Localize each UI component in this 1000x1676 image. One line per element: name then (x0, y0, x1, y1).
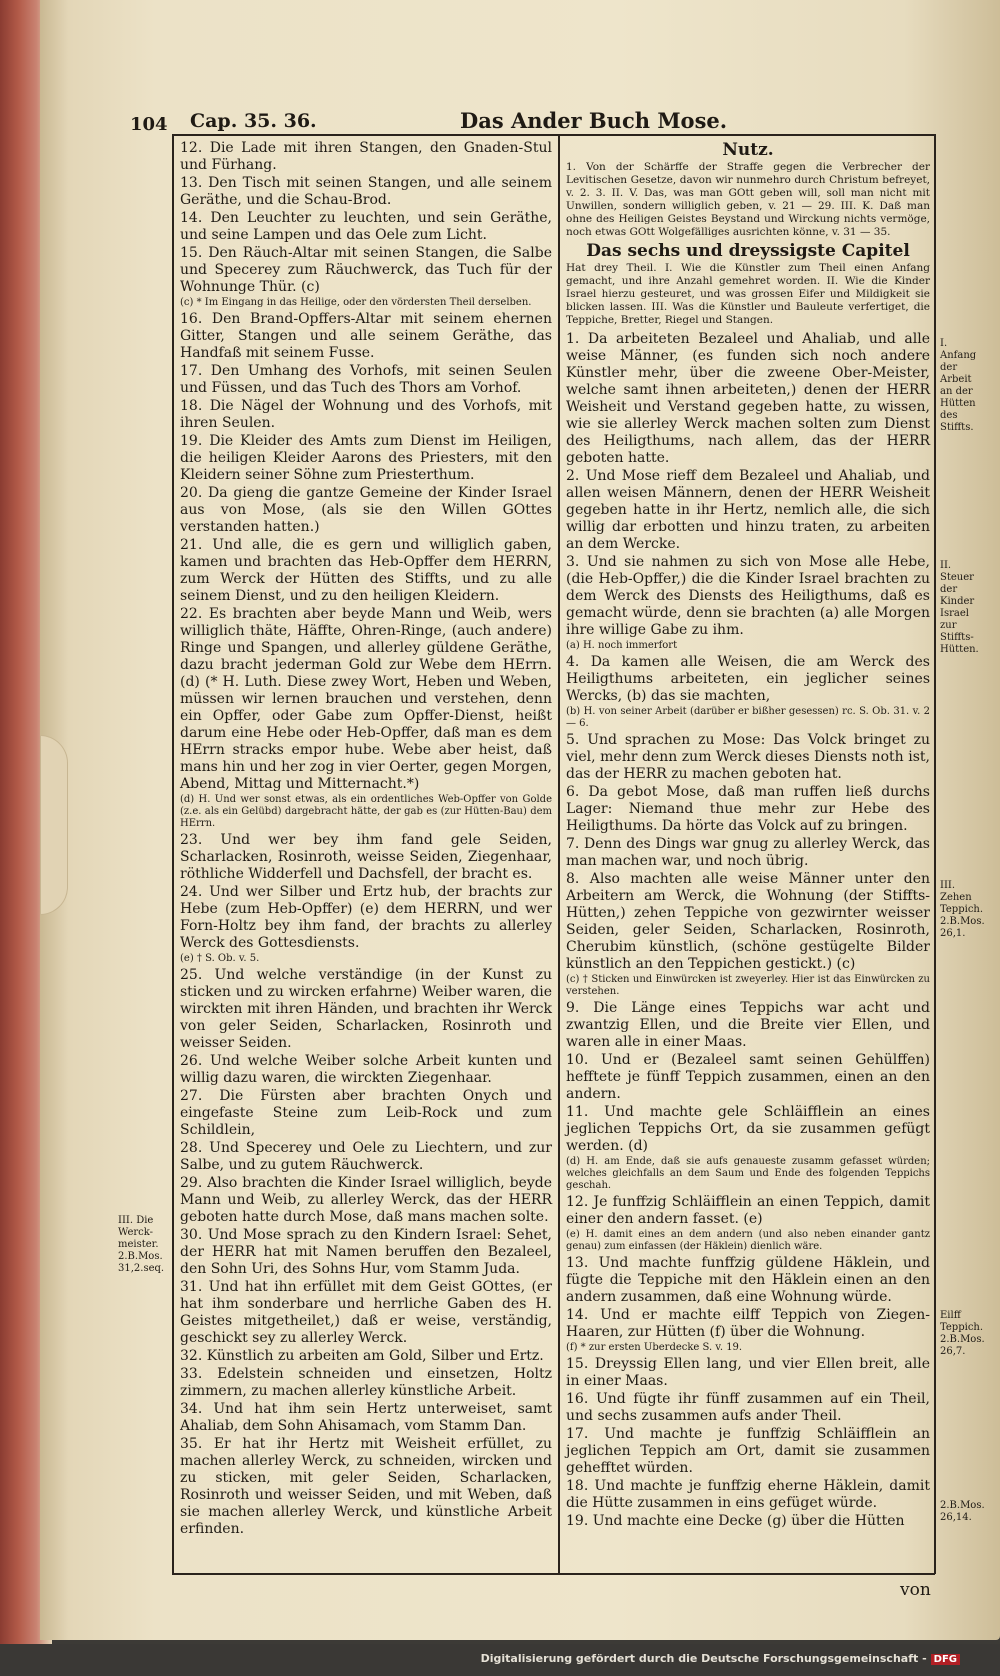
verse: 25. Und welche verständige (in der Kunst zu sticken und zu wircken erfahrne) Weiber waren, die wirckten mit ihren Händen, und brachten ihr Werck von geler Seiden, Scharlacken, Rosinroth und weisser Seiden. (180, 967, 552, 1051)
verse: 20. Da gieng die gantze Gemeine der Kinder Israel aus von Mose, (als sie den Willen GOttes verstanden hatten.) (180, 485, 552, 535)
verse: 14. Und er machte eilff Teppich von Ziegen-Haaren, zur Hütten (f) über die Wohnung. (566, 1307, 930, 1340)
verse: 33. Edelstein schneiden und einsetzen, Holtz zimmern, zu machen allerley künstliche Arbeit. (180, 1366, 552, 1399)
verse: 5. Und sprachen zu Mose: Das Volck bringet zu viel, mehr denn zum Werck dieses Diensts noth ist, das der HERR zu machen geboten hat. (566, 732, 930, 782)
footnote: (f) * zur ersten Uberdecke S. v. 19. (566, 1342, 743, 1353)
dfg-badge: DFG (931, 1654, 960, 1665)
footer-credit-text: Digitalisierung gefördert durch die Deutsche Forschungsgemeinschaft - (480, 1652, 927, 1665)
right-column (566, 140, 930, 1531)
margin-note-5: 2.B.Mos. 26,14. (940, 1500, 985, 1523)
verse: 16. Den Brand-Opffers-Altar mit seinem ehernen Gitter, Stangen und alle seinem Geräthe, das Handfaß mit seinem Fusse. (180, 311, 552, 361)
verse: 24. Und wer Silber und Ertz hub, der brachts zur Hebe (zum Heb-Opffer) (e) dem HERRN, und wer Forn-Holtz bey ihm fand, der brachts zu allerley Werck des Gottesdiensts. (180, 884, 552, 951)
left-column (180, 140, 552, 1539)
margin-note-3: III. Zehen Teppich. 2.B.Mos. 26,1. (940, 880, 985, 939)
footnote: (a) H. noch immerfort (566, 640, 678, 651)
verse: 7. Denn des Dings war gnug zu allerley Werck, das man machen war, und noch übrig. (566, 836, 930, 869)
running-title: Das Ander Buch Mose. (460, 108, 728, 133)
page-number: 104 (130, 114, 168, 135)
rule-top (172, 134, 935, 136)
rule-left (172, 134, 174, 1574)
nutz-heading: Nutz. (722, 140, 774, 160)
margin-note-left: III. Die Werck-meister. 2.B.Mos. 31,2.seq. (118, 1215, 165, 1274)
chapter-reference: Cap. 35. 36. (190, 110, 317, 132)
chapter-summary: Hat drey Theil. I. Wie die Künstler zum Theil einen Anfang gemacht, und ihre Anzahl gemehret worden. II. Wie die Kinder Israel hierzu gesteuret, und was grossen Eifer und Mildigkeit sie blicken lassen. III. Was die Künstler und Bauleute verfertiget, die Teppiche, Bretter, Riegel und Stangen. (566, 262, 930, 326)
verse: 35. Er hat ihr Hertz mit Weisheit erfüllet, zu machen allerley Werck, zu schneiden, wircken und zu sticken, mit geler Seiden, Scharlacken, Rosinroth und weisser Seiden, und mit Weben, daß sie machen allerley Werck, und künstliche Arbeit erfinden. (180, 1436, 552, 1537)
verse: 3. Und sie nahmen zu sich von Mose alle Hebe, (die Heb-Opffer,) die die Kinder Israel brachten zu dem Werck des Diensts des Heiligthums, daß es gemacht würde, denn sie brachten (a) alle Morgen ihre willige Gabe zu ihm. (566, 554, 930, 638)
verse: 14. Den Leuchter zu leuchten, und sein Geräthe, und seine Lampen und das Oele zum Licht. (180, 210, 552, 243)
footnote: (e) † S. Ob. v. 5. (180, 953, 260, 964)
verse: 13. Und machte funffzig güldene Häklein, und fügte die Teppiche mit den Häklein einen an den andern zusammen, daß eine Wohnung würde. (566, 1255, 930, 1305)
margin-note-2: II. Steuer der Kinder Israel zur Stiffts-Hütten. (940, 560, 979, 655)
verse: 9. Die Länge eines Teppichs war acht und zwantzig Ellen, und die Breite vier Ellen, und waren alle in einer Maas. (566, 1000, 930, 1050)
verse: 32. Künstlich zu arbeiten am Gold, Silber und Ertz. (180, 1348, 544, 1364)
verse: 12. Je funffzig Schläifflein an einen Teppich, damit einer den andern fasset. (e) (566, 1194, 930, 1227)
rule-middle (558, 134, 560, 1574)
page-tab (40, 735, 68, 915)
verse: 10. Und er (Bezaleel samt seinen Gehülffen) hefftete je fünff Teppich zusammen, einen an den andern. (566, 1052, 930, 1102)
verse: 6. Da gebot Mose, daß man ruffen ließ durchs Lager: Niemand thue mehr zur Hebe des Heiligthums. Da hörte das Volck auf zu bringen. (566, 784, 930, 834)
verse: 11. Und machte gele Schläifflein an eines jeglichen Teppichs Ort, da sie zusammen gefügt werden. (d) (566, 1104, 930, 1154)
verse: 31. Und hat ihn erfüllet mit dem Geist GOttes, (er hat ihm sonderbare und herrliche Gaben des H. Geistes mitgetheilet,) daß er weise, verständig, geschickt sey zu allerley Werck. (180, 1279, 552, 1346)
verse: 22. Es brachten aber beyde Mann und Weib, wers williglich thäte, Häffte, Ohren-Ringe, (auch andere) Ringe und Spangen, und allerley güldene Geräthe, dazu bracht jederman Gold zur Webe dem HErrn. (d) (* H. Luth. Diese zwey Wort, Heben und Weben, müssen wir lernen brauchen und verstehen, denn ein Opffer, oder Gabe zum Opffer-Dienst, heißt darum eine Hebe oder Heb-Opffer, daß man es dem HErrn stracks empor hube. Webe aber heist, daß mans hin und her zog in vier Oerter, gegen Morgen, Abend, Mittag und Mitternacht.*) (180, 606, 552, 792)
catchword: von (900, 1580, 931, 1600)
verse: 19. Die Kleider des Amts zum Dienst im Heiligen, die heiligen Kleider Aarons des Priesters, mit den Kleidern seiner Söhne zum Priesterthum. (180, 433, 552, 483)
rule-bottom (172, 1573, 935, 1575)
verse: 30. Und Mose sprach zu den Kindern Israel: Sehet, der HERR hat mit Namen beruffen den Bezaleel, den Sohn Uri, des Sohns Hur, vom Stamm Juda. (180, 1227, 552, 1277)
verse: 26. Und welche Weiber solche Arbeit kunten und willig dazu waren, die wirckten Ziegenhaar. (180, 1053, 552, 1086)
verse: 21. Und alle, die es gern und williglich gaben, kamen und brachten das Heb-Opffer dem HERRN, zum Werck der Hütten des Stiffts, und zu alle seinem Dienst, und zu den heiligen Kleidern. (180, 537, 552, 604)
verse: 17. Und machte je funffzig Schläifflein an jeglichen Teppich am Ort, damit sie zusammen gehefftet würden. (566, 1426, 930, 1476)
verse: 13. Den Tisch mit seinen Stangen, und alle seinem Geräthe, und die Schau-Brod. (180, 175, 552, 208)
verse: 23. Und wer bey ihm fand gele Seiden, Scharlacken, Rosinroth, weisse Seiden, Ziegenhaar, röthliche Widderfell und Dachsfell, der bracht es. (180, 832, 552, 882)
footnote: (d) H. am Ende, daß sie aufs genaueste zusamm gefasset würden; welches gleichfalls an dem Saum und Ende des folgenden Teppichs geschah. (566, 1156, 930, 1191)
verse: 15. Dreyssig Ellen lang, und vier Ellen breit, alle in einer Maas. (566, 1356, 930, 1389)
verse: 28. Und Specerey und Oele zu Liechtern, und zur Salbe, und zu gutem Räuchwerck. (180, 1140, 552, 1173)
verse: 29. Also brachten die Kinder Israel williglich, beyde Mann und Weib, zu allerley Werck, das der HERR geboten hatte durch Mose, daß mans machen solte. (180, 1175, 552, 1225)
verse: 18. Und machte je funffzig eherne Häklein, damit die Hütte zusammen in eins gefüget würde. (566, 1478, 930, 1511)
verse: 15. Den Räuch-Altar mit seinen Stangen, die Salbe und Specerey zum Räuchwerck, das Tuch für der Wohnunge Thür. (c) (180, 245, 552, 295)
footnote: (e) H. damit eines an dem andern (und also neben einander gantz genau) zum einfassen (der Häklein) dienlich wäre. (566, 1229, 930, 1252)
verse: 8. Also machten alle weise Männer unter den Arbeitern am Werck, die Wohnung (der Stiffts-Hütten,) zehen Teppiche von gezwirnter weisser Seiden, geler Seiden, Scharlacken, Rosinroth, Cherubim künstlich, (schöne gestügelte Bilder künstlich an den Teppichen gestickt.) (c) (566, 871, 930, 972)
rule-right (934, 134, 936, 1574)
verse: 19. Und machte eine Decke (g) über die Hütten (566, 1513, 905, 1529)
margin-note-1: I. Anfang der Arbeit an der Hütten des Stiffts. (940, 338, 977, 433)
verse: 2. Und Mose rieff dem Bezaleel und Ahaliab, und allen weisen Männern, denen der HERR Weisheit gegeben hatte in ihr Hertz, nemlich alle, die sich willig dar erbotten und hinzu traten, zu arbeiten an dem Wercke. (566, 468, 930, 552)
right-verses (566, 331, 930, 1530)
chapter-heading: Das sechs und dreyssigste Capitel (586, 241, 910, 261)
footnote: (c) * Im Eingang in das Heilige, oder den vördersten Theil derselben. (180, 297, 532, 308)
verse: 12. Die Lade mit ihren Stangen, den Gnaden-Stul und Fürhang. (180, 140, 552, 173)
verse: 17. Den Umhang des Vorhofs, mit seinen Seulen und Füssen, und das Tuch des Thors am Vorhof. (180, 363, 552, 396)
margin-note-4: Eilff Teppich. 2.B.Mos. 26,7. (940, 1310, 985, 1357)
verse: 27. Die Fürsten aber brachten Onych und eingefaste Steine zum Leib-Rock und zum Schildlein, (180, 1088, 552, 1138)
footnote: (c) † Sticken und Einwürcken ist zweyerley. Hier ist das Einwürcken zu verstehen. (566, 974, 930, 997)
nutz-text: 1. Von der Schärffe der Straffe gegen die Verbrecher der Levitischen Gesetze, davon wir nunmehro durch Christum befreyet, v. 2. 3. II. V. Das, was man GOtt geben will, soll man nicht mit Unwillen, sondern williglich geben, v. 21 — 29. III. K. Daß man ohne des Heiligen Geistes Beystand und Wirckung nichts vermöge, noch etwas GOtt Wolgefälliges ausrichten könne, v. 31 — 35. (566, 161, 930, 238)
verse: 1. Da arbeiteten Bezaleel und Ahaliab, und alle weise Männer, (es funden sich noch andere Künstler mehr, über die zweene Ober-Meister, welche samt ihnen arbeiteten,) denen der HERR Weisheit und Verstand gegeben hatte, zu wissen, wie sie allerley Werck machen solten zum Dienst des Heiligthums, nach allem, das der HERR geboten hatte. (566, 331, 930, 466)
verse: 16. Und fügte ihr fünff zusammen auf ein Theil, und sechs zusammen aufs ander Theil. (566, 1391, 930, 1424)
verse: 4. Da kamen alle Weisen, die am Werck des Heiligthums arbeiteten, ein jeglicher seines Wercks, (b) das sie machten, (566, 654, 930, 704)
verse: 18. Die Nägel der Wohnung und des Vorhofs, mit ihren Seulen. (180, 398, 552, 431)
footnote: (b) H. von seiner Arbeit (darüber er bißher gesessen) rc. S. Ob. 31. v. 2 — 6. (566, 706, 930, 729)
verse: 34. Und hat ihm sein Hertz unterweiset, samt Ahaliab, dem Sohn Ahisamach, vom Stamm Dan. (180, 1401, 552, 1434)
footnote: (d) H. Und wer sonst etwas, als ein ordentliches Web-Opffer von Golde (z.e. als ein Gelübd) dargebracht hätte, der gab es (zur Hütten-Bau) dem HErrn. (180, 794, 552, 829)
footer-credit (481, 1652, 960, 1665)
